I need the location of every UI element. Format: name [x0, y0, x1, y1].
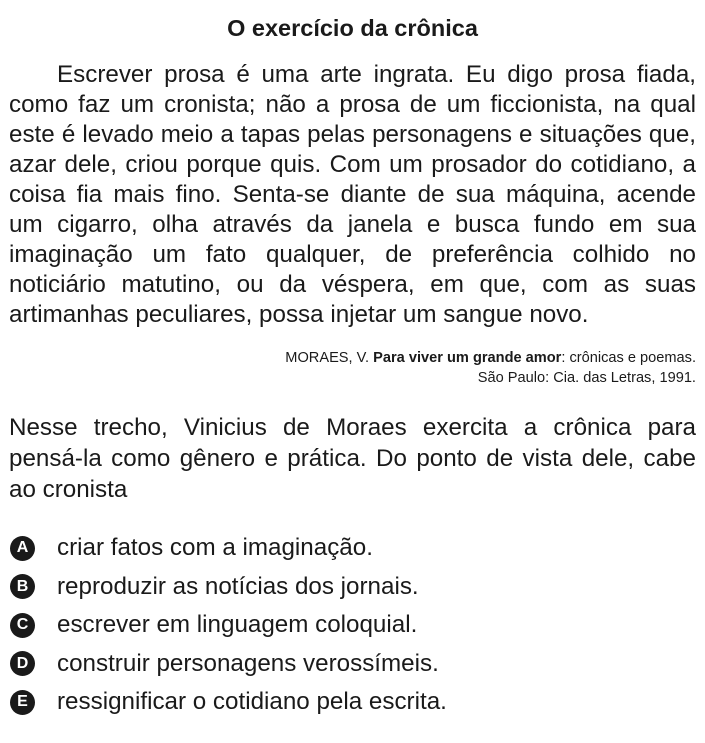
citation-author: MORAES, V.: [285, 350, 374, 366]
citation: [9, 348, 696, 388]
citation-publisher: São Paulo: Cia. das Letras, 1991.: [477, 370, 696, 386]
option-d-text: construir personagens verossímeis.: [57, 649, 439, 677]
citation-book-title: Para viver um grande amor: [373, 350, 562, 366]
option-a[interactable]: [9, 529, 696, 568]
option-d[interactable]: [9, 645, 696, 684]
question-stem: Nesse trecho, Vinicius de Moraes exercita a crônica para pensá-la como gênero e prática. Do ponto de vista dele, cabe ao cronista: [9, 414, 696, 503]
option-c-text: escrever em linguagem coloquial.: [57, 611, 418, 639]
citation-line-1: [9, 348, 696, 368]
option-c-letter-icon: C: [10, 613, 35, 638]
option-e-letter-icon: E: [10, 690, 35, 715]
option-a-text: criar fatos com a imaginação.: [57, 534, 373, 562]
option-c[interactable]: [9, 606, 696, 645]
option-b-text: reproduzir as notícias dos jornais.: [57, 572, 419, 600]
option-b[interactable]: [9, 568, 696, 607]
option-e-text: ressignificar o cotidiano pela escrita.: [57, 688, 447, 716]
answer-options: [9, 529, 696, 722]
citation-subtitle: : crônicas e poemas.: [561, 350, 696, 366]
passage-title: O exercício da crônica: [227, 15, 478, 41]
option-b-letter-icon: B: [10, 574, 35, 599]
option-a-letter-icon: A: [10, 536, 35, 561]
option-d-letter-icon: D: [10, 651, 35, 676]
option-e[interactable]: [9, 683, 696, 722]
passage-text: Escrever prosa é uma arte ingrata. Eu digo prosa fiada, como faz um cronista; não a prosa de um ficcionista, na qual este é levado meio a tapas pelas personagens e situações que, azar dele, criou porque quis. Com um prosador do cotidiano, a coisa fia mais fino. Senta-se diante de sua máquina, acende um cigarro, olha através da janela e busca fundo em sua imaginação um fato qualquer, de preferência colhido no noticiário matutino, ou da véspera, em que, com as suas artimanhas peculiares, possa injetar um sangue novo.: [9, 61, 696, 328]
